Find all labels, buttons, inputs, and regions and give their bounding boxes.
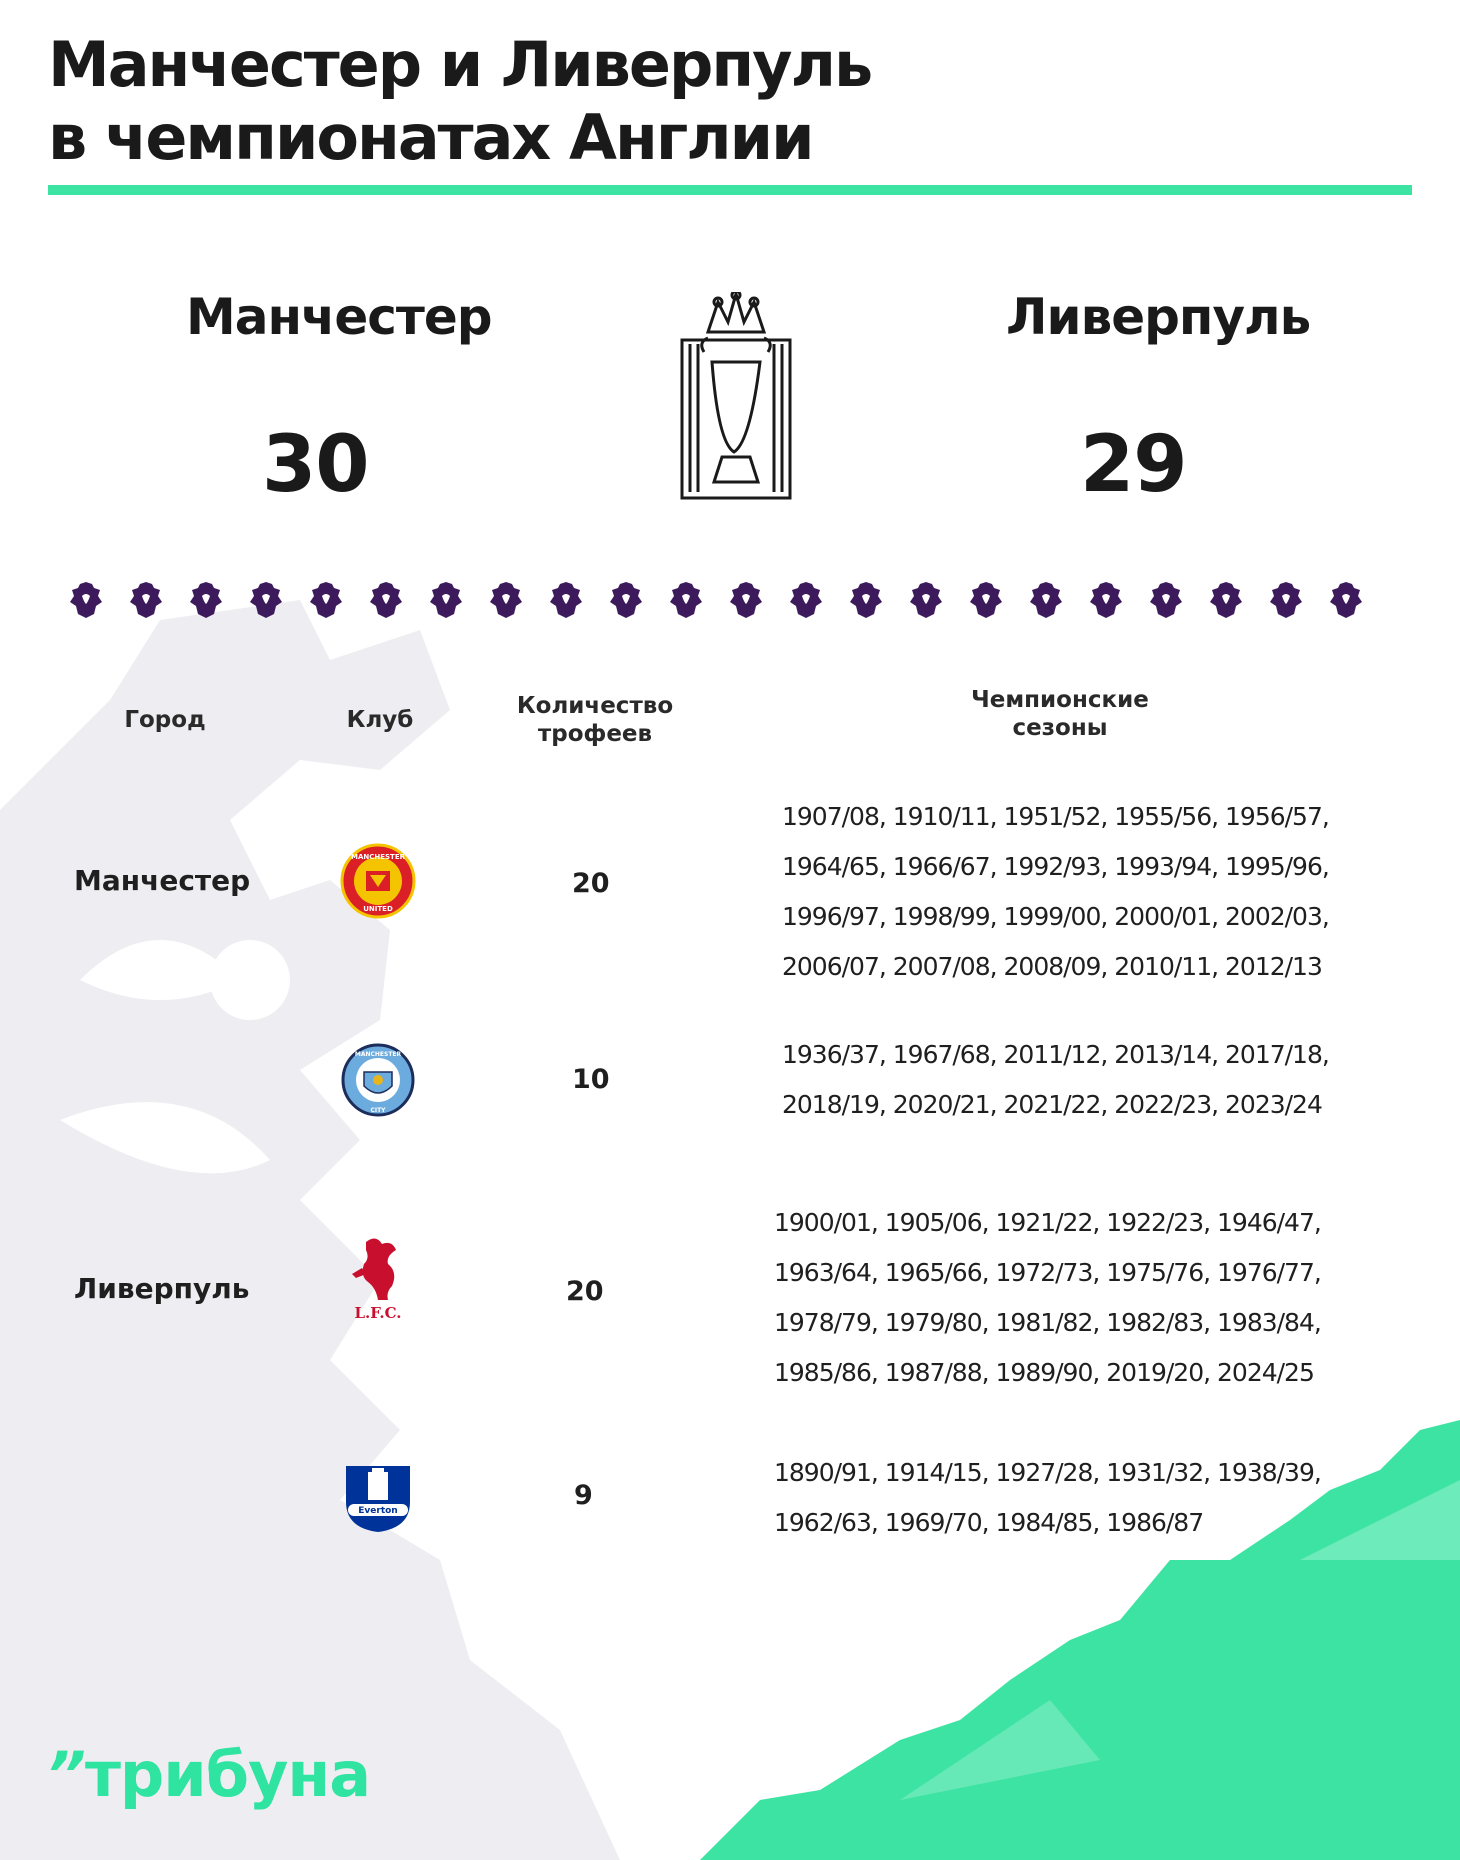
svg-text:UNITED: UNITED bbox=[363, 905, 393, 913]
premier-league-lion-icon bbox=[370, 582, 402, 618]
premier-league-lion-icon bbox=[1330, 582, 1362, 618]
header-seasons: Чемпионские сезоны bbox=[971, 687, 1149, 741]
svg-text:MANCHESTER: MANCHESTER bbox=[350, 853, 406, 861]
row-seasons: 1890/91, 1914/15, 1927/28, 1931/32, 1938/39, 1962/63, 1969/70, 1984/85, 1986/87 bbox=[774, 1458, 1321, 1537]
summary-right-city: Ливерпуль bbox=[1006, 288, 1311, 346]
brand-logo bbox=[46, 1738, 370, 1811]
premier-league-lion-icon bbox=[310, 582, 342, 618]
row-seasons: 1900/01, 1905/06, 1921/22, 1922/23, 1946/47, 1963/64, 1965/66, 1972/73, 1975/76, 1976/77, 1978/79, 1979/80, 1981/82, 1982/83, 1983/84, 1985/86, 1987/88, 1989/90, 2019/20, 2024/25 bbox=[774, 1208, 1321, 1387]
brand-name: трибуна bbox=[84, 1738, 371, 1811]
svg-text:MANCHESTER: MANCHESTER bbox=[354, 1051, 402, 1058]
premier-league-lion-icon bbox=[1150, 582, 1182, 618]
header-club: Клуб bbox=[346, 707, 414, 733]
row-city: Манчестер bbox=[74, 864, 251, 897]
manchester-city-crest-icon bbox=[340, 1042, 416, 1118]
row-trophies: 9 bbox=[574, 1480, 593, 1511]
premier-league-lion-icon bbox=[910, 582, 942, 618]
premier-league-lion-icon bbox=[130, 582, 162, 618]
premier-league-lion-icon bbox=[1090, 582, 1122, 618]
premier-league-trophy-icon bbox=[678, 292, 794, 502]
summary-right-count: 29 bbox=[1080, 420, 1187, 510]
title-underline bbox=[48, 185, 1412, 195]
everton-crest-icon bbox=[340, 1458, 416, 1534]
premier-league-lion-icon bbox=[1210, 582, 1242, 618]
manchester-united-crest-icon bbox=[340, 843, 416, 919]
premier-league-lion-icon bbox=[250, 582, 282, 618]
premier-league-lion-icon bbox=[70, 582, 102, 618]
premier-league-lion-icon bbox=[970, 582, 1002, 618]
premier-league-lion-icon bbox=[550, 582, 582, 618]
svg-text:L.F.C.: L.F.C. bbox=[354, 1304, 402, 1322]
premier-league-lion-row bbox=[70, 582, 1370, 618]
row-trophies: 20 bbox=[566, 1276, 604, 1307]
brand-quote-mark: ” bbox=[46, 1738, 85, 1811]
row-seasons: 1907/08, 1910/11, 1951/52, 1955/56, 1956/57, 1964/65, 1966/67, 1992/93, 1993/94, 1995/96, 1996/97, 1998/99, 1999/00, 2000/01, 2002/03, 2006/07, 2007/08, 2008/09, 2010/11, 2012/13 bbox=[782, 802, 1329, 981]
premier-league-lion-icon bbox=[850, 582, 882, 618]
premier-league-lion-icon bbox=[190, 582, 222, 618]
svg-text:CITY: CITY bbox=[370, 1107, 386, 1114]
row-city: Ливерпуль bbox=[74, 1272, 250, 1305]
header-trophies: Количество трофеев bbox=[516, 693, 674, 747]
premier-league-lion-icon bbox=[790, 582, 822, 618]
premier-league-lion-icon bbox=[430, 582, 462, 618]
row-seasons: 1936/37, 1967/68, 2011/12, 2013/14, 2017/18, 2018/19, 2020/21, 2021/22, 2022/23, 2023/24 bbox=[782, 1040, 1329, 1119]
premier-league-lion-icon bbox=[670, 582, 702, 618]
page-title: Манчестер и Ливерпуль в чемпионатах Англии bbox=[48, 28, 872, 174]
summary-left-count: 30 bbox=[262, 420, 369, 510]
row-trophies: 10 bbox=[572, 1064, 610, 1095]
row-trophies: 20 bbox=[572, 868, 610, 899]
header-city: Город bbox=[124, 707, 206, 733]
premier-league-lion-icon bbox=[610, 582, 642, 618]
summary-left-city: Манчестер bbox=[186, 288, 492, 346]
svg-text:Everton: Everton bbox=[358, 1506, 398, 1516]
premier-league-lion-icon bbox=[1270, 582, 1302, 618]
premier-league-lion-icon bbox=[730, 582, 762, 618]
liverpool-crest-icon bbox=[348, 1234, 408, 1324]
premier-league-lion-icon bbox=[1030, 582, 1062, 618]
premier-league-lion-icon bbox=[490, 582, 522, 618]
